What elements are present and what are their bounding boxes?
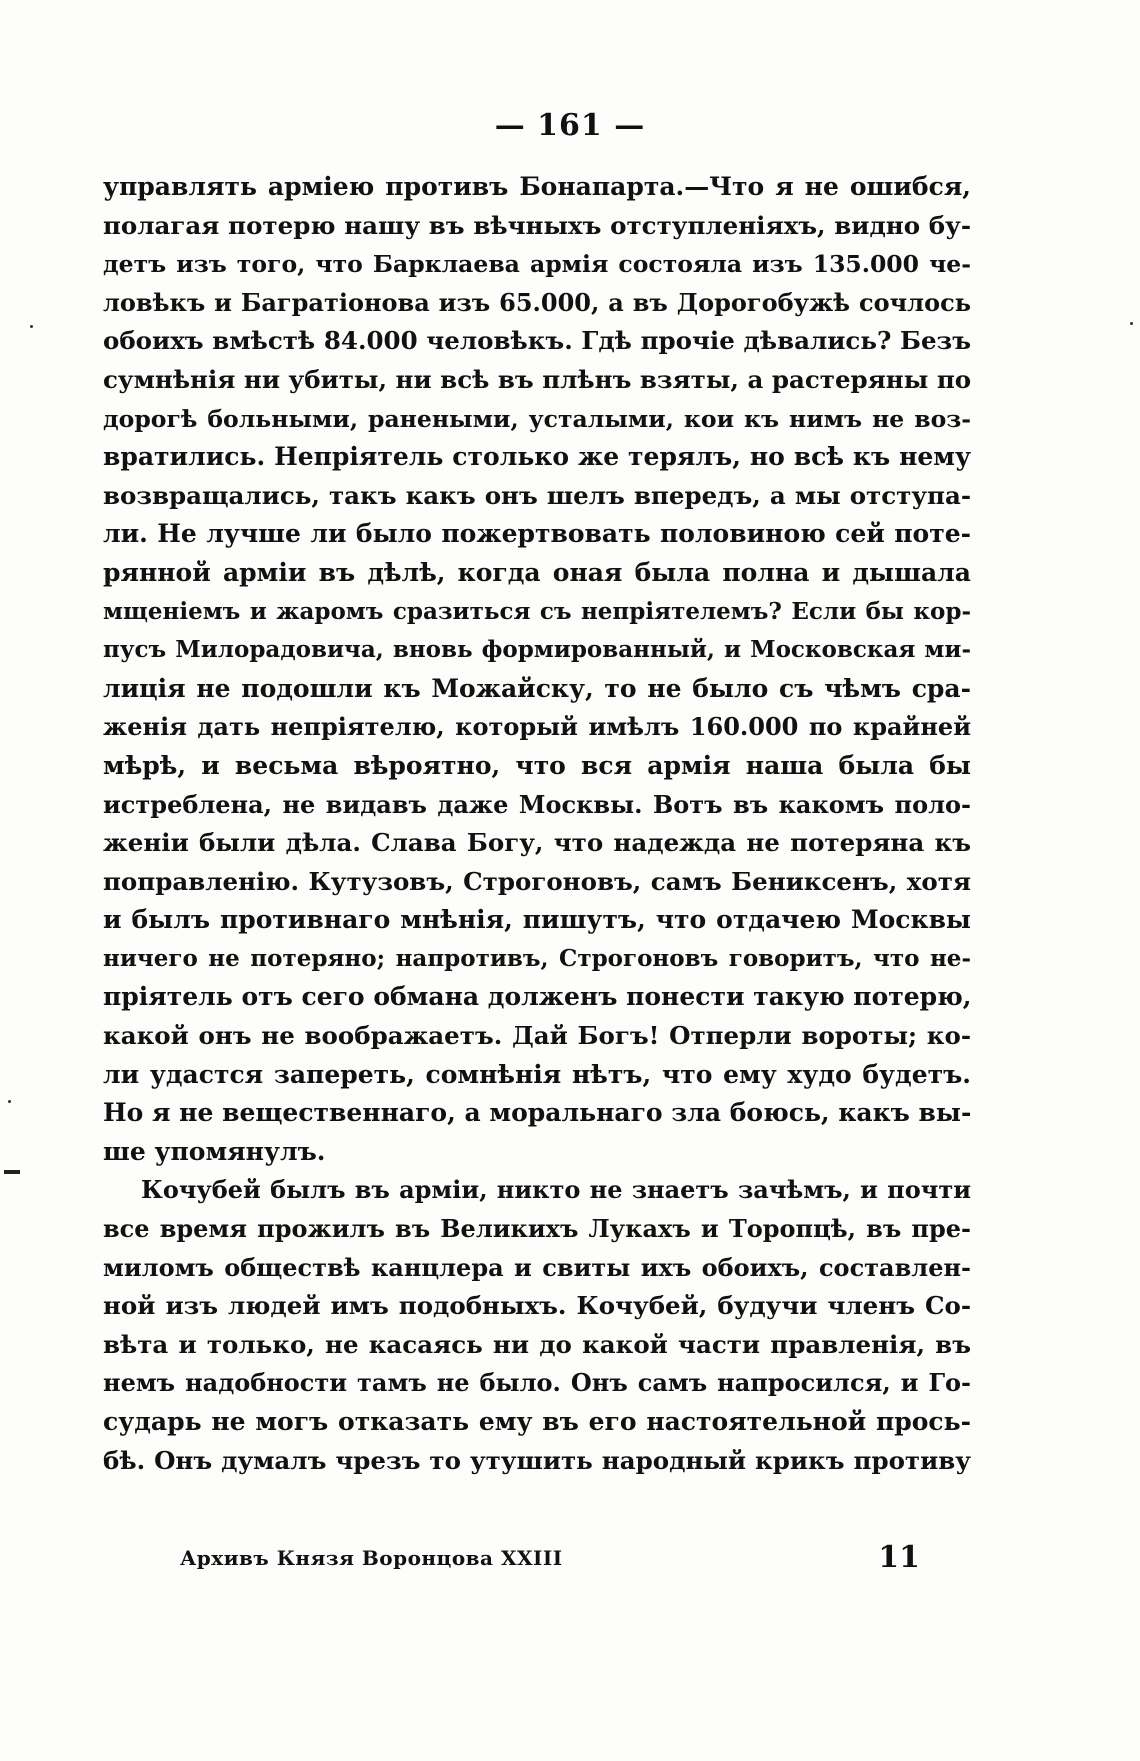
text-line: пріятель отъ сего обмана долженъ понести такую потерю, (103, 982, 971, 1012)
text-line: детъ изъ того, что Барклаева армія состояла изъ 135.000 че- (103, 250, 971, 279)
text-line: все время прожилъ въ Великихъ Лукахъ и Торопцѣ, въ пре- (103, 1214, 971, 1244)
text-line: ничего не потеряно; напротивъ, Строгоновъ говоритъ, что не- (103, 944, 971, 972)
text-line: Но я не вещественнаго, а моральнаго зла боюсь, какъ вы- (103, 1098, 971, 1128)
text-line: возвращались, такъ какъ онъ шелъ впередъ, а мы отступа- (103, 480, 971, 510)
text-line: дорогѣ больными, ранеными, усталыми, кои къ нимъ не воз- (103, 404, 971, 433)
text-line: сударь не могъ отказать ему въ его настоятельной прось- (103, 1407, 971, 1436)
text-line: бѣ. Онъ думалъ чрезъ то утушить народный крикъ противу (103, 1445, 971, 1475)
text-line: ли удастся запереть, сомнѣнія нѣтъ, что ему худо будетъ. (103, 1059, 971, 1089)
text-line: ной изъ людей имъ подобныхъ. Кочубей, будучи членъ Со- (103, 1291, 971, 1321)
text-line: Кочубей былъ въ арміи, никто не знаетъ зачѣмъ, и почти (141, 1175, 971, 1205)
text-line: пусъ Милорадовича, вновь формированный, и Московская ми- (103, 636, 971, 664)
text-line: и былъ противнаго мнѣнія, пишутъ, что отдачею Москвы (103, 905, 971, 935)
text-line: поправленію. Кутузовъ, Строгоновъ, самъ Бениксенъ, хотя (103, 866, 971, 896)
text-line: управлять арміею противъ Бонапарта.—Что я не ошибся, (103, 172, 971, 201)
text-line: ловѣкъ и Багратіонова изъ 65.000, а въ Дорогобужѣ сочлось (103, 287, 971, 317)
margin-mark (4, 1170, 20, 1174)
text-line: женія дать непріятелю, который имѣлъ 160.000 по крайней (103, 712, 971, 742)
text-line: вѣта и только, не касаясь ни до какой части правленія, въ (103, 1329, 971, 1359)
text-line: мѣрѣ, и весьма вѣроятно, что вся армія наша была бы (103, 750, 971, 780)
sheet-number: 11 (878, 1540, 920, 1575)
text-line: ли. Не лучше ли было пожертвовать половиною сей поте- (103, 519, 971, 549)
text-line: сумнѣнія ни убиты, ни всѣ въ плѣнъ взяты, а растеряны по (103, 364, 971, 394)
text-line: лиція не подошли къ Можайску, то не было съ чѣмъ сра- (103, 673, 971, 703)
margin-dot (30, 325, 33, 328)
page-number: — 161 — (494, 108, 646, 143)
text-line: ше упомянулъ. (103, 1136, 326, 1166)
body-text (103, 168, 971, 1480)
text-line: вратились. Непріятель столько же терялъ, но всѣ къ нему (103, 442, 971, 472)
text-line: истреблена, не видавъ даже Москвы. Вотъ въ какомъ поло- (103, 789, 971, 819)
margin-dot (1130, 322, 1133, 325)
text-line: миломъ обществѣ канцлера и свиты ихъ обоихъ, составлен- (103, 1252, 971, 1282)
page-footer (180, 1538, 920, 1578)
text-line: мщеніемъ и жаромъ сразиться съ непріятелемъ? Если бы кор- (103, 597, 971, 625)
text-line: рянной арміи въ дѣлѣ, когда оная была полна и дышала (103, 557, 971, 587)
text-line: немъ надобности тамъ не было. Онъ самъ напросился, и Го- (103, 1368, 971, 1398)
text-line: полагая потерю нашу въ вѣчныхъ отступленіяхъ, видно бу- (103, 210, 971, 240)
text-line: обоихъ вмѣстѣ 84.000 человѣкъ. Гдѣ прочіе дѣвались? Безъ (103, 326, 971, 356)
margin-dot (8, 1100, 11, 1103)
text-line: женіи были дѣла. Слава Богу, что надежда не потеряна къ (103, 828, 971, 858)
footer-signature: Архивъ Князя Воронцова XXIII (180, 1546, 563, 1570)
text-line: какой онъ не воображаетъ. Дай Богъ! Отперли вороты; ко- (103, 1021, 971, 1051)
